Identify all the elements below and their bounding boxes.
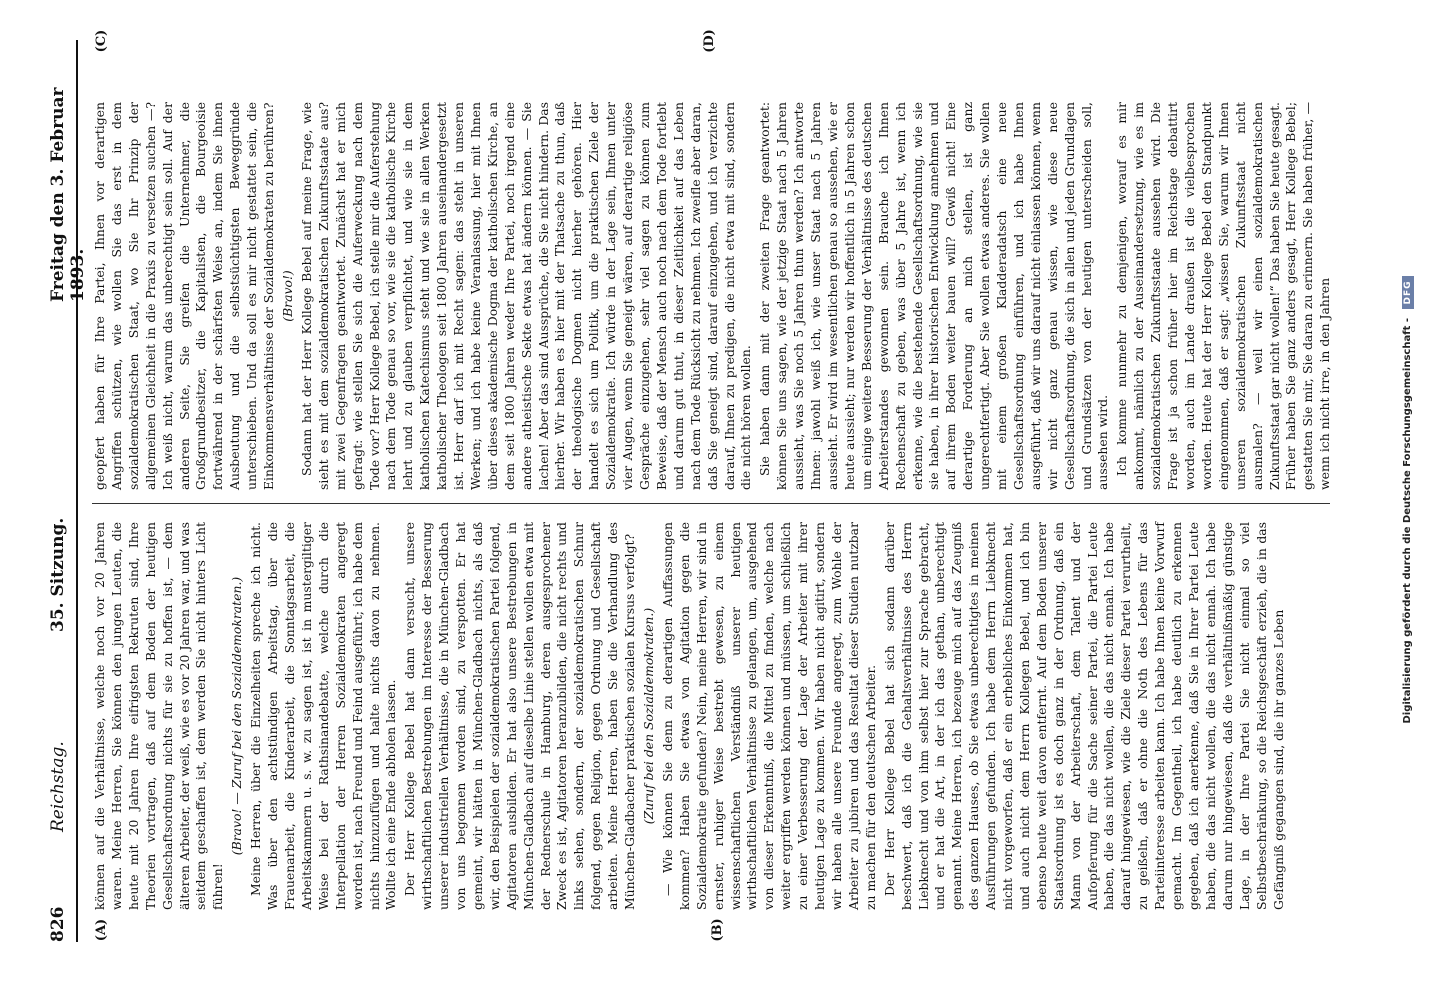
margin-marker-d: (D) [702,29,717,53]
interjection: (Zuruf bei den Sozialdemokraten.) [641,607,656,825]
margin-marker-c: (C) [94,29,109,53]
digitization-credit [1402,0,1414,1000]
session-date: Freitag den 3. Februar 1893. [48,87,88,302]
session-label: 35. Sitzung. [48,517,68,632]
margin-marker-a: (A) [94,918,109,942]
left-text-column [92,522,1330,910]
paragraph: — Wie können Sie denn zu derartigen Auffassungen kommen? Haben Sie etwas von Agitation gegen die Sozialdemokratie gefunden? Nein, meine Herren, wir sind in ernster, ruhiger Weise bestrebt gewesen, zu einem wissenschaftlichen Verständniß unserer heutigen wirthschaftlichen Verhältnisse zu gelangen, um, ausgehend von dieser Erkenntniß, die Mittel zu finden, welche nach weiter ergriffen werden können und müssen, um schließlich zu einer Verbesserung der Lage der Arbeiter mit ihrer heutigen Lage zu kommen. Wir haben nicht agitirt, sondern wir haben alle unsere Freunde angeregt, zum Wohle der Arbeiter zu jubiren und das Resultat dieser Studien nutzbar zu machen für den deutschen Arbeiter. [659,522,878,910]
dfg-logo: DFG [1402,277,1414,309]
page-header [36,40,88,942]
interjection: (Bravo!) [279,270,295,322]
paragraph: Ich komme nunmehr zu demjenigen, worauf es mir ankommt, nämlich zu der Auseinandersetzung, wie es im sozialdemokratischen Zukunftsstaate aussehen wird. Die Frage ist ja schon früher hier im Reichstage debattirt worden, auch im Lande draußen ist die vielbesprochen worden. Heute hat der Herr Kollege Bebel den Standpunkt eingenommen, daß er sagt: „wissen Sie, warum wir Ihnen unseren sozialdemokratischen Zukunftsstaat nicht ausmalen? — weil wir einen sozialdemokratischen Zukunftsstaat gar nicht wollen!“ Das haben Sie heute gesagt. Früher haben Sie ganz anders gesagt, Herr Kollege Bebel; gestatten Sie mir, Sie daran zu erinnern. Sie haben früher, — wenn ich nicht irre, in den Jahren [1114,102,1333,490]
interjection: (Bravo! — Zuruf bei den Sozialdemokraten.) [229,576,245,856]
paragraph: Meine Herren, über die Einzelheiten spreche ich nicht. Was über den achtstündigen Arbeitstag, über die Frauenarbeit, die Kinderarbeit, die Sonntagsarbeit, die Arbeitskammern u. s. w. zu sagen ist, ist in mustergiltiger Weise bei der Rathsinandebatte, welche durch die Interpellation der Herren Sozialdemokraten angeregt worden ist, nach Freund und Feind ausgeführt; ich habe dem nichts hinzuzufügen und halte nichts davon zu nehmen. Wollte ich eine Ende abholen lassen. [248,522,399,910]
margin-marker-b: (B) [710,918,725,942]
column-divider [92,503,1330,504]
paragraph: Der Herr Kollege Bebel hat dann versucht, unsere wirthschaftlichen Bestrebungen im Interesse der Besserung unserer industriellen Verhältnisse, die in München-Gladbach von uns begonnen worden sind, zu verspotten. Er hat gemeint, wir hätten in München-Gladbach nichts, als daß wir, den Beispielen der sozialdemokratischen Partei folgend, Agitatoren ausbilden. Er hat also unsere Bestrebungen in München-Gladbach auf dieselbe Linie stellen wollen etwa mit der Rednerschule in Hamburg, deren ausgesprochener Zweck es ist, Agitatoren heranzubilden, die nicht rechts und links sehen, sondern, der sozialdemokratischen Schnur folgend, gegen Religion, gegen Ordnung und Gesellschaft arbeiten. Meine Herren, haben Sie die Verhandlung des München-Gladbacher praktischen sozialen Kursus verfolgt? [402,522,638,910]
paragraph: Sie haben dann mit der zweiten Frage geantwortet: können Sie uns sagen, wie der jetzige Staat nach 5 Jahren aussieht, was Sie noch 5 Jahren thun werden? Ich antworte Ihnen: jawohl weiß ich, wie unser Staat nach 5 Jahren aussieht. Er wird im wesentlichen genau so aussehen, wie er heute aussieht; nur werden wir hoffentlich in 5 Jahren schon um einige weitere Besserung der Verhältnisse des deutschen Arbeiterstandes gewonnen sein. Brauche ich Ihnen Rechenschaft zu geben, was über 5 Jahre ist, wenn ich erkenne, wie die bestehende Gesellschaftsordnung, wie sie sie haben, in ihrer historischen Entwicklung annehmen und auf ihrem Boden weiter bauen will? Gewiß nicht! Eine derartige Forderung an mich stellen, ist ganz ungerechtfertigt. Aber Sie wollen etwas anderes. Sie wollen mit einem großen Kladderadatsch eine neue Gesellschaftsordnung einführen, und ich habe Ihnen ausgeführt, daß wir uns darauf nicht einlassen können, wenn wir nicht ganz genau wissen, wie diese neue Gesellschaftsordnung, die sich in allen und jeden Grundlagen und Grundsätzen von der heutigen unterscheiden soll, aussehen wird. [757,102,1111,490]
publication-title: Reichstag. [48,741,68,832]
paragraph: geopfert haben für Ihre Partei, Ihnen vor derartigen Angriffen schützen, wie wollen Sie das erst in dem sozialdemokratischen Staat, wo Sie Ihr Prinzip der allgemeinen Gleichheit in die Praxis zu versetzen suchen —? Ich weiß nicht, warum das unberechtigt sein soll. Auf der anderen Seite, Sie greifen die Unternehmer, die Großgrundbesitzer, die Kapitalisten, die Bourgeoisie fortwährend in der schärfsten Weise an, indem Sie ihnen Ausbeutung und die selbstsüchtigsten Beweggründe unterschieben. Und da soll es mir nicht gestattet sein, die Einkommensverhältnisse der Sozialdemokraten zu berühren? [92,102,277,490]
credit-text: Digitalisierung gefördert durch die Deutsche Forschungsgemeinschaft - [1402,318,1413,724]
paragraph: können auf die Verhältnisse, welche noch vor 20 Jahren waren. Meine Herren, Sie können den jungen Leuten, die heute mit 20 Jahren Ihre eifrigsten Rekruten sind, Ihre Theorien vortragen, daß auf dem Boden der heutigen Gesellschaftsordnung nichts für sie zu hoffen ist, — dem älteren Arbeiter, der weiß, wie es vor 20 Jahren war, und was seitdem geschaffen ist, dem werden Sie nicht hinters Licht führen! [92,522,226,910]
paragraph: Sodann hat der Herr Kollege Bebel auf meine Frage, wie sieht es mit dem sozialdemokratischen Zukunftsstaate aus? mit zwei Gegenfragen geantwortet. Zunächst hat er mich gefragt: wie stellen Sie sich die Auferweckung nach dem Tode vor? Herr Kollege Bebel, ich stelle mir die Auferstehung nach dem Tode genau so vor, wie sie die katholische Kirche lehrt und zu glauben verpflichtet, und wie sie in dem katholischen Katechismus steht und wie sie in allen Werken katholischer Theologen seit 1800 Jahren auseinandergesetzt ist. Herr darf ich mit Recht sagen: das steht in unseren Werken; und ich habe keine Veranlassung, hier mit Ihnen über dieses akademische Dogma der katholischen Kirche, an dem seit 1800 Jahren weder Ihre Partei, noch irgend eine andere atheistische Sekte etwas hat ändern können. — Sie lachen! Aber das sind Aussprüche, die Sie nicht hindern. Das hierher. Wir haben es hier mit der Thatsache zu thun, daß der theologische Dogmen nicht hierher gehören. Hier handelt es sich um Politik, um die praktischen Ziele der Sozialdemokratie. Ich würde in der Lage sein, Ihnen unter vier Augen, wenn Sie geneigt wären, auf derartige religiöse Gespräche einzugehen, sehr viel sagen zu können zum Beweise, daß der Mensch auch noch nach dem Tode fortlebt und darum gut thut, in dieser Zeitlichkeit auf das Leben nach dem Tode Rücksicht zu nehmen. Ich zweifle aber daran, daß Sie geneigt sind, darauf einzugehen, und ich verzichte darauf, Ihnen zu predigen, die nicht etwa mit sind, sondern die nicht hören wollen. [298,102,754,490]
page-number: 826 [48,906,68,942]
right-text-column [92,102,1333,490]
paragraph: Der Herr Kollege Bebel hat sich sodann darüber beschwert, daß ich die Gehaltsverhältnisse des Herrn Liebknecht und von ihm selbst hier zur Sprache gebracht, und er hat die Art, in der ich das gethan, unberechtigt genannt. Meine Herren, ich bezeuge mich auf das Zeugniß des ganzen Hauses, ob Sie etwas unberechtigtes in meinen Ausführungen gefunden. Ich habe dem Herrn Liebknecht nicht vorgeworfen, daß er ein erhebliches Einkommen hat, und auch nicht dem Herrn Kollegen Bebel, und ich bin ebenso heute weit davon entfernt. Auf dem Boden unserer Staatsordnung ist es doch ganz in der Ordnung, daß ein Mann von der Arbeiterschaft, dem Talent und der Aufopferung für die Sache seiner Partei, die Partei Leute haben, die das nicht wollen, die das nicht ennah. Ich habe darauf hingewiesen, wie die Ziele dieser Partei verurtheilt, zu geißeln, daß er ohne die Noth des Lebens für das Parteiinteresse arbeiten kann. Ich habe Ihnen keine Vorwurf gemacht. Im Gegentheil, ich habe deutlich zu erkennen gegeben, daß ich anerkenne, daß Sie in Ihrer Partei Leute haben, die das nicht wollen, die das nicht ennah. Ich habe darum nur hingewiesen, daß die verhältnißmäßig günstige Lage, in der Ihre Partei Sie nicht einmal so viel Selbstbeschränkung, so die Reichsgeschäft erzieh, die in das Gefängniß gegangen sind, die ihr ganzes Leben [881,522,1286,910]
